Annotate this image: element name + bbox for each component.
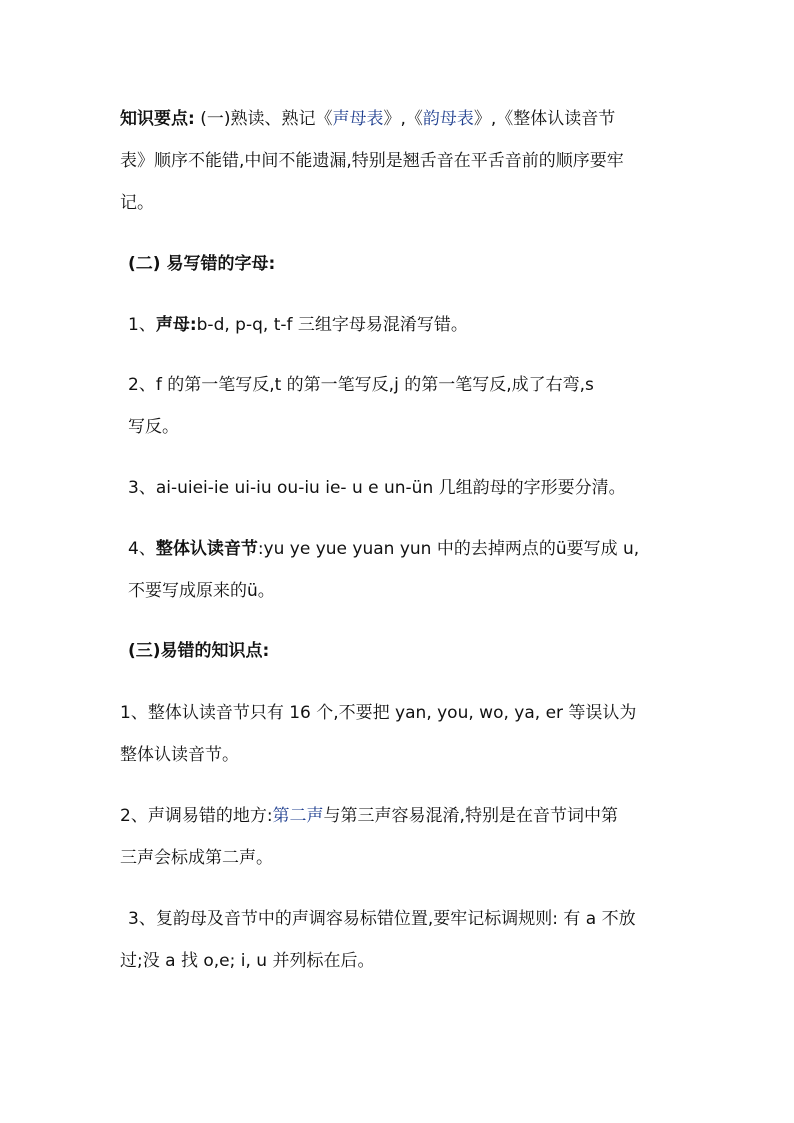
section-3-item-1-line-2: 整体认读音节。 [120,745,239,765]
key-points-line-1 [0,98,794,140]
section-2-item-3-line: 3、ai-uiei-ie ui-iu ou-iu ie- u e un-ün 几组韵母的字形要分清。 [128,478,626,498]
item-2-rest: 与第三声容易混淆,特别是在音节词中第 [323,806,618,826]
section-2-item-3 [0,467,794,509]
key-points-text-b: 》,《 [383,109,423,129]
sheng-mu-table-ref: 声母表 [332,109,384,129]
section-3-item-3-line-2: 过;没 a 找 o,e; i, u 并列标在后。 [120,951,375,971]
item-1-text: b-d, p-q, t-f 三组字母易混淆写错。 [196,315,468,335]
section-3-item-1-line-1: 1、整体认读音节只有 16 个,不要把 yan, you, wo, ya, er 等误认为 [120,703,637,723]
section-2-item-1 [0,304,794,346]
section-3-item-3-line-1: 3、复韵母及音节中的声调容易标错位置,要牢记标调规则: 有 a 不放 [128,909,636,929]
section-3-item-3 [0,898,794,982]
key-points-label: 知识要点: [120,109,195,129]
key-points-line-3: 记。 [120,193,154,213]
section-3-item-1 [0,692,794,776]
item-4-label: 整体认读音节 [155,539,258,559]
section-2-item-4-line-2: 不要写成原来的ü。 [128,581,275,601]
item-1-label: 声母: [155,315,197,335]
second-tone-highlight: 第二声 [272,806,324,826]
section-2-item-1-line [0,304,794,346]
key-points-paragraph [0,98,794,224]
section-2-item-2 [0,364,794,448]
section-2-item-4 [0,528,794,612]
section-3-item-2 [0,795,794,879]
section-3-title: (三)易错的知识点: [128,641,270,661]
key-points-text-a: (一)熟读、熟记《 [200,109,333,129]
section-2-item-4-line-1 [0,528,794,570]
section-2-title-paragraph [0,243,794,285]
section-3-title-paragraph [0,630,794,672]
item-4-prefix: 4、 [128,539,156,559]
section-3-item-2-line-1 [0,795,794,837]
section-2-item-2-line-1: 2、f 的第一笔写反,t 的第一笔写反,j 的第一笔写反,成了右弯,s [128,375,594,395]
item-2-prefix: 2、声调易错的地方: [120,806,273,826]
yun-mu-table-ref: 韵母表 [422,109,474,129]
key-points-line-2: 表》顺序不能错,中间不能遗漏,特别是翘舌音在平舌音前的顺序要牢 [120,151,624,171]
key-points-text-c: 》,《整体认读音节 [473,109,616,129]
item-1-prefix: 1、 [128,315,156,335]
section-3-item-2-line-2: 三声会标成第二声。 [120,848,273,868]
item-4-text: :yu ye yue yuan yun 中的去掉两点的ü要写成 u, [257,539,640,559]
section-2-item-2-line-2: 写反。 [128,417,179,437]
section-2-title: (二) 易写错的字母: [128,254,276,274]
